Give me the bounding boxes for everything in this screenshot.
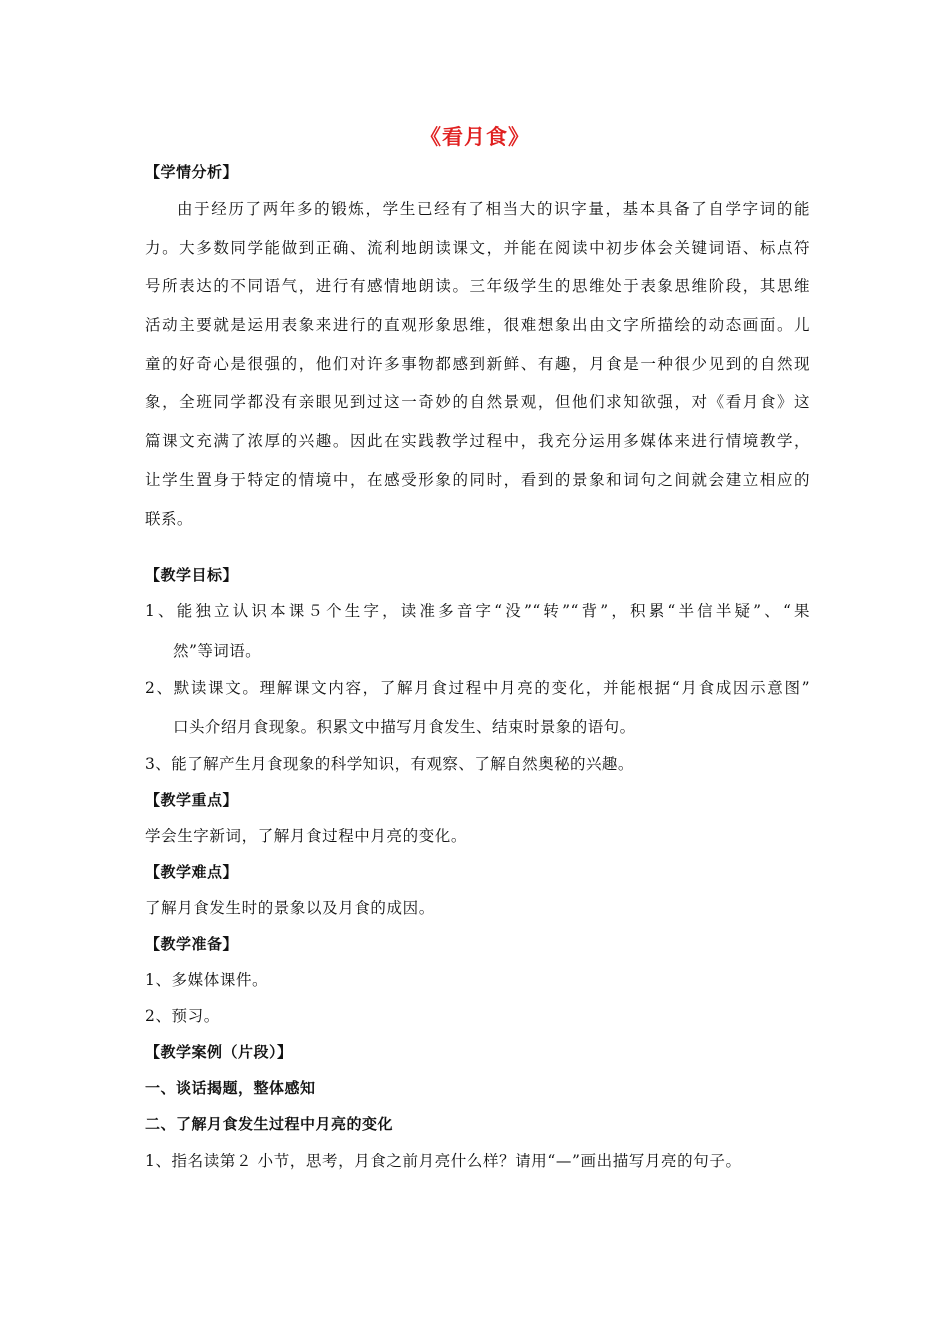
goal-item-3-line: 3、能了解产生月食现象的科学知识，有观察、了解自然奥秘的兴趣。: [145, 755, 634, 773]
preparation-item-1: 1、多媒体课件。: [145, 971, 269, 989]
case-step-2: 二、了解月食发生过程中月亮的变化: [145, 1115, 394, 1133]
goal-item-2-line-1: 2、默读课文。理解课文内容，了解月食过程中月亮的变化，并能根据“月食成因示意图”: [145, 679, 810, 697]
case-step-2-item-1: 1、指名读第２ 小节，思考，月食之前月亮什么样？请用“—”画出描写月亮的句子。: [145, 1152, 742, 1170]
difficulties-text: 了解月食发生时的景象以及月食的成因。: [145, 899, 435, 917]
section-heading-key-points: 【教学重点】: [145, 791, 239, 809]
document-title: 《看月食》: [420, 125, 530, 149]
goal-item-2-line-2: 口头介绍月食现象。积累文中描写月食发生、结束时景象的语句。: [173, 718, 636, 736]
key-points-text: 学会生字新词，了解月食过程中月亮的变化。: [145, 827, 468, 845]
goal-item-1-line-1: 1、能独立认识本课５个生字，读准多音字“没”“转”“背”，积累“半信半疑”、“果: [145, 602, 810, 620]
paragraph-line: 活动主要就是运用表象来进行的直观形象思维，很难想象出由文字所描绘的动态画面。儿: [145, 316, 810, 335]
section-heading-case: 【教学案例（片段）】: [145, 1043, 293, 1061]
goal-item-1-continued: [145, 640, 810, 662]
section-heading-difficulties: 【教学难点】: [145, 863, 239, 881]
paragraph-line: 童的好奇心是很强的，他们对许多事物都感到新鲜、有趣，月食是一种很少见到的自然现: [145, 354, 810, 373]
section-heading-analysis: 【学情分析】: [145, 163, 239, 181]
paragraph-line: 篇课文充满了浓厚的兴趣。因此在实践教学过程中，我充分运用多媒体来进行情境教学，: [145, 432, 810, 451]
section-heading-goals: 【教学目标】: [145, 566, 239, 584]
analysis-paragraph: [145, 198, 810, 546]
goal-item-1: [145, 600, 810, 622]
paragraph-line: 由于经历了两年多的锻炼，学生已经有了相当大的识字量，基本具备了自学字词的能: [177, 200, 810, 218]
goal-item-1-line-2: 然”等词语。: [173, 642, 262, 660]
paragraph-line: 让学生置身于特定的情境中，在感受形象的同时，看到的景象和词句之间就会建立相应的: [145, 470, 810, 489]
case-step-1: 一、谈话揭题，整体感知: [145, 1079, 316, 1097]
paragraph-line: 力。大多数同学能做到正确、流利地朗读课文，并能在阅读中初步体会关键词语、标点符: [145, 238, 810, 257]
section-heading-preparation: 【教学准备】: [145, 935, 239, 953]
paragraph-line: 联系。: [145, 509, 193, 528]
paragraph-line: 号所表达的不同语气，进行有感情地朗读。三年级学生的思维处于表象思维阶段，其思维: [145, 277, 810, 296]
goal-item-2: [145, 677, 810, 699]
goal-item-3: [145, 753, 810, 775]
goal-item-2-continued: [145, 716, 810, 738]
preparation-item-2: 2、预习。: [145, 1007, 220, 1025]
paragraph-line: 象，全班同学都没有亲眼见到过这一奇妙的自然景观，但他们求知欲强，对《看月食》这: [145, 393, 810, 412]
